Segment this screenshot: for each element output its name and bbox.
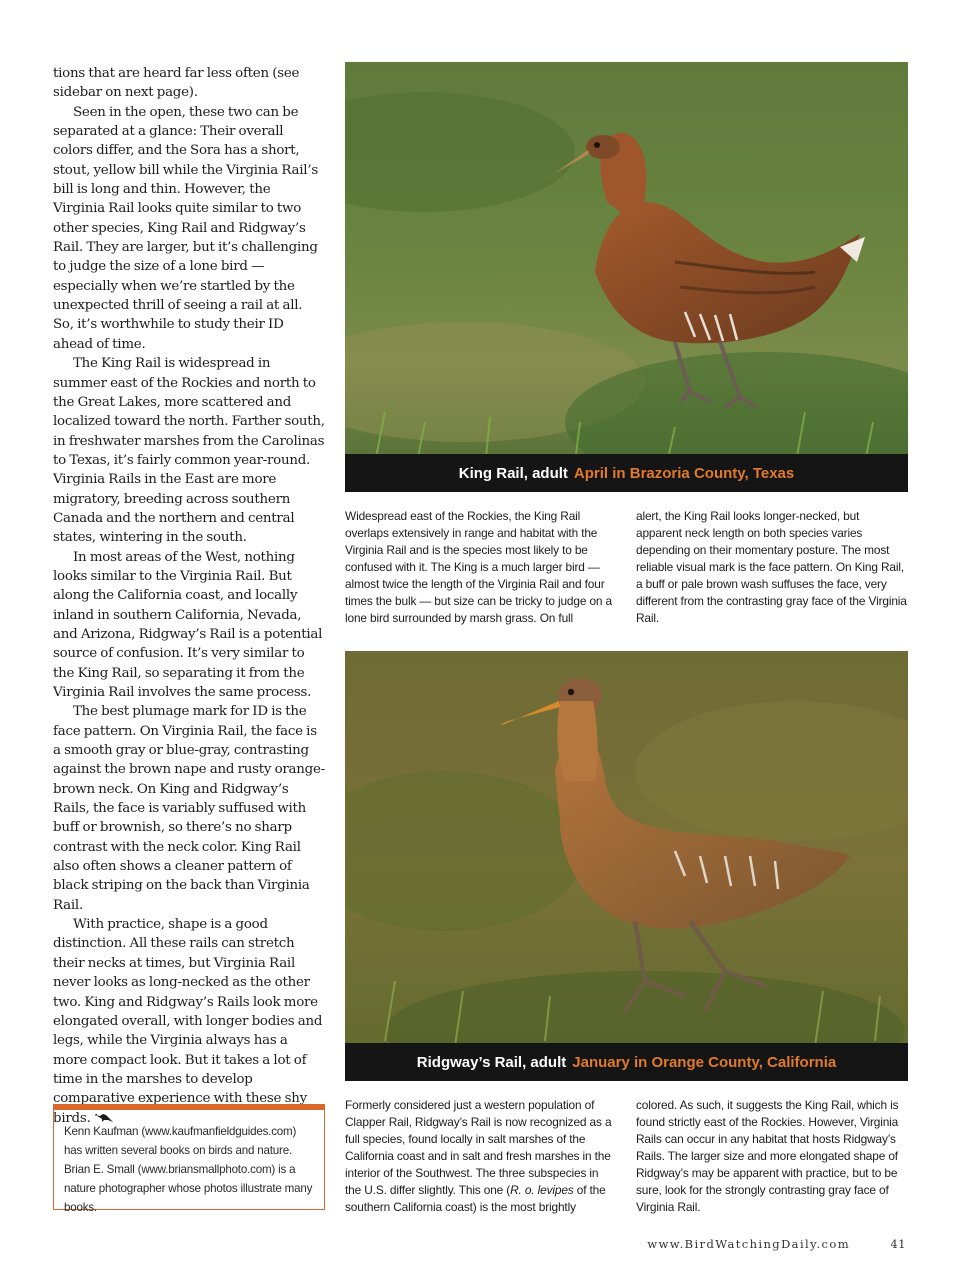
author-bio-text: Kenn Kaufman (www.kaufmanfieldguides.com) has written several books on birds and nature. Brian E. Small (www.briansmallphoto.com) is a nature photographer whose photos illustrate many books. (64, 1125, 313, 1214)
ridgways-rail-desc-right (636, 1097, 908, 1216)
article-body (53, 64, 325, 1128)
ridgways-rail-desc-left-text (345, 1097, 617, 1216)
ridgways-rail-desc-right-text: colored. As such, it suggests the King Rail, which is found strictly east of the Rockies. However, Virginia Rails can occur in any habitat that hosts Ridgway’s Rails. The larger size and more elongated shape of Ridgway’s may be apparent with practice, but to be sure, look for the strongly contrasting gray face of Virginia Rail. (636, 1098, 899, 1214)
ridgways-desc-part: Formerly considered just a western population of Clapper Rail, Ridgway’s Rail is now recognized as a full species, found locally in salt marshes of the California coast and in salt and fresh marshes in the interior of the Southwest. The three subspecies in the U.S. differ slightly. This one ( (345, 1098, 612, 1197)
king-rail-photo (345, 62, 908, 492)
article-paragraph: Seen in the open, these two can be separated at a glance: Their overall colors differ, and the Sora has a short, stout, yellow bill while the Virginia Rail’s bill is long and thin. However, the Virginia Rail looks quite similar to two other species, King Rail and Ridgway’s Rail. They are larger, but it’s challenging to judge the size of a lone bird — especially when we’re startled by the unexpected thrill of seeing a rail at all. So, it’s worthwhile to study their ID ahead of time. (53, 104, 318, 352)
page-footer (600, 1237, 908, 1253)
article-paragraph: In most areas of the West, nothing looks similar to the Virginia Rail. But along the California coast, and locally inland in southern California, Nevada, and Arizona, Ridgway’s Rail is a potential source of confusion. It’s very similar to the King Rail, so separating it from the Virginia Rail involves the same process. (53, 549, 323, 700)
ridgways-rail-caption (345, 1043, 908, 1081)
ridgways-rail-species: Ridgway’s Rail, adult (416, 1053, 567, 1071)
article-paragraph: tions that are heard far less often (see sidebar on next page). (53, 66, 300, 101)
king-rail-caption (345, 454, 908, 492)
king-rail-desc-left (345, 508, 617, 627)
author-bio-box (53, 1104, 325, 1214)
ridgways-rail-location: January in Orange County, California (572, 1053, 837, 1071)
ridgways-rail-desc-left (345, 1097, 617, 1216)
article-paragraph: The best plumage mark for ID is the face pattern. On Virginia Rail, the face is a smooth gray or blue-gray, contrasting against the brown nape and rusty orange-brown neck. On King and Ridgway’s Rails, the face is variably suffused with buff or brownish, so there’s no sharp contrast with the neck color. King Rail also often shows a cleaner pattern of black striping on the back than Virginia Rail. (53, 704, 325, 913)
footer-url: www.BirdWatchingDaily.com (647, 1237, 850, 1251)
king-rail-desc-left-text: Widespread east of the Rockies, the King Rail overlaps extensively in range and habitat with the Virginia Rail and is the species most likely to be confused with it. The King is a much larger bird — almost twice the length of the Virginia Rail and four times the bulk — but size can be tricky to judge on a lone bird surrounded by marsh grass. On full (345, 509, 612, 625)
ridgways-rail-photo (345, 651, 908, 1081)
king-rail-species: King Rail, adult (458, 464, 568, 482)
king-rail-location: April in Brazoria County, Texas (573, 464, 795, 482)
ridgways-desc-part: of the southern California coast) is the most brightly (345, 1183, 606, 1214)
article-paragraph: The King Rail is widespread in summer east of the Rockies and north to the Great Lakes, more scattered and localized toward the north. Farther south, in freshwater marshes from the Carolinas to Texas, it’s fairly common year-round. Virginia Rails in the East are more migratory, breeding across southern Canada and the northern and central states, wintering in the south. (53, 356, 325, 546)
king-rail-desc-right-text: alert, the King Rail looks longer-necked, but apparent neck length on both species varies depending on their momentary posture. The most reliable visual mark is the face pattern. On King Rail, a buff or pale brown wash suffuses the face, very different from the contrasting gray face of the Virginia Rail. (636, 509, 907, 625)
subspecies-name: R. o. levipes (510, 1183, 574, 1197)
king-rail-image (345, 62, 908, 492)
king-rail-desc-right (636, 508, 908, 627)
ridgways-rail-image (345, 651, 908, 1081)
article-paragraph-last (53, 915, 325, 1128)
page-number: 41 (890, 1237, 906, 1251)
article-paragraph-text: With practice, shape is a good distinction. All these rails can stretch their necks at times, but Virginia Rail never looks as long-necked as the other two. King and Ridgway’s Rails look more elongated overall, with longer bodies and legs, while the Virginia always has a more compact look. But it takes a lot of time in the marshes to develop comparative experience with these shy birds. (53, 917, 323, 1126)
